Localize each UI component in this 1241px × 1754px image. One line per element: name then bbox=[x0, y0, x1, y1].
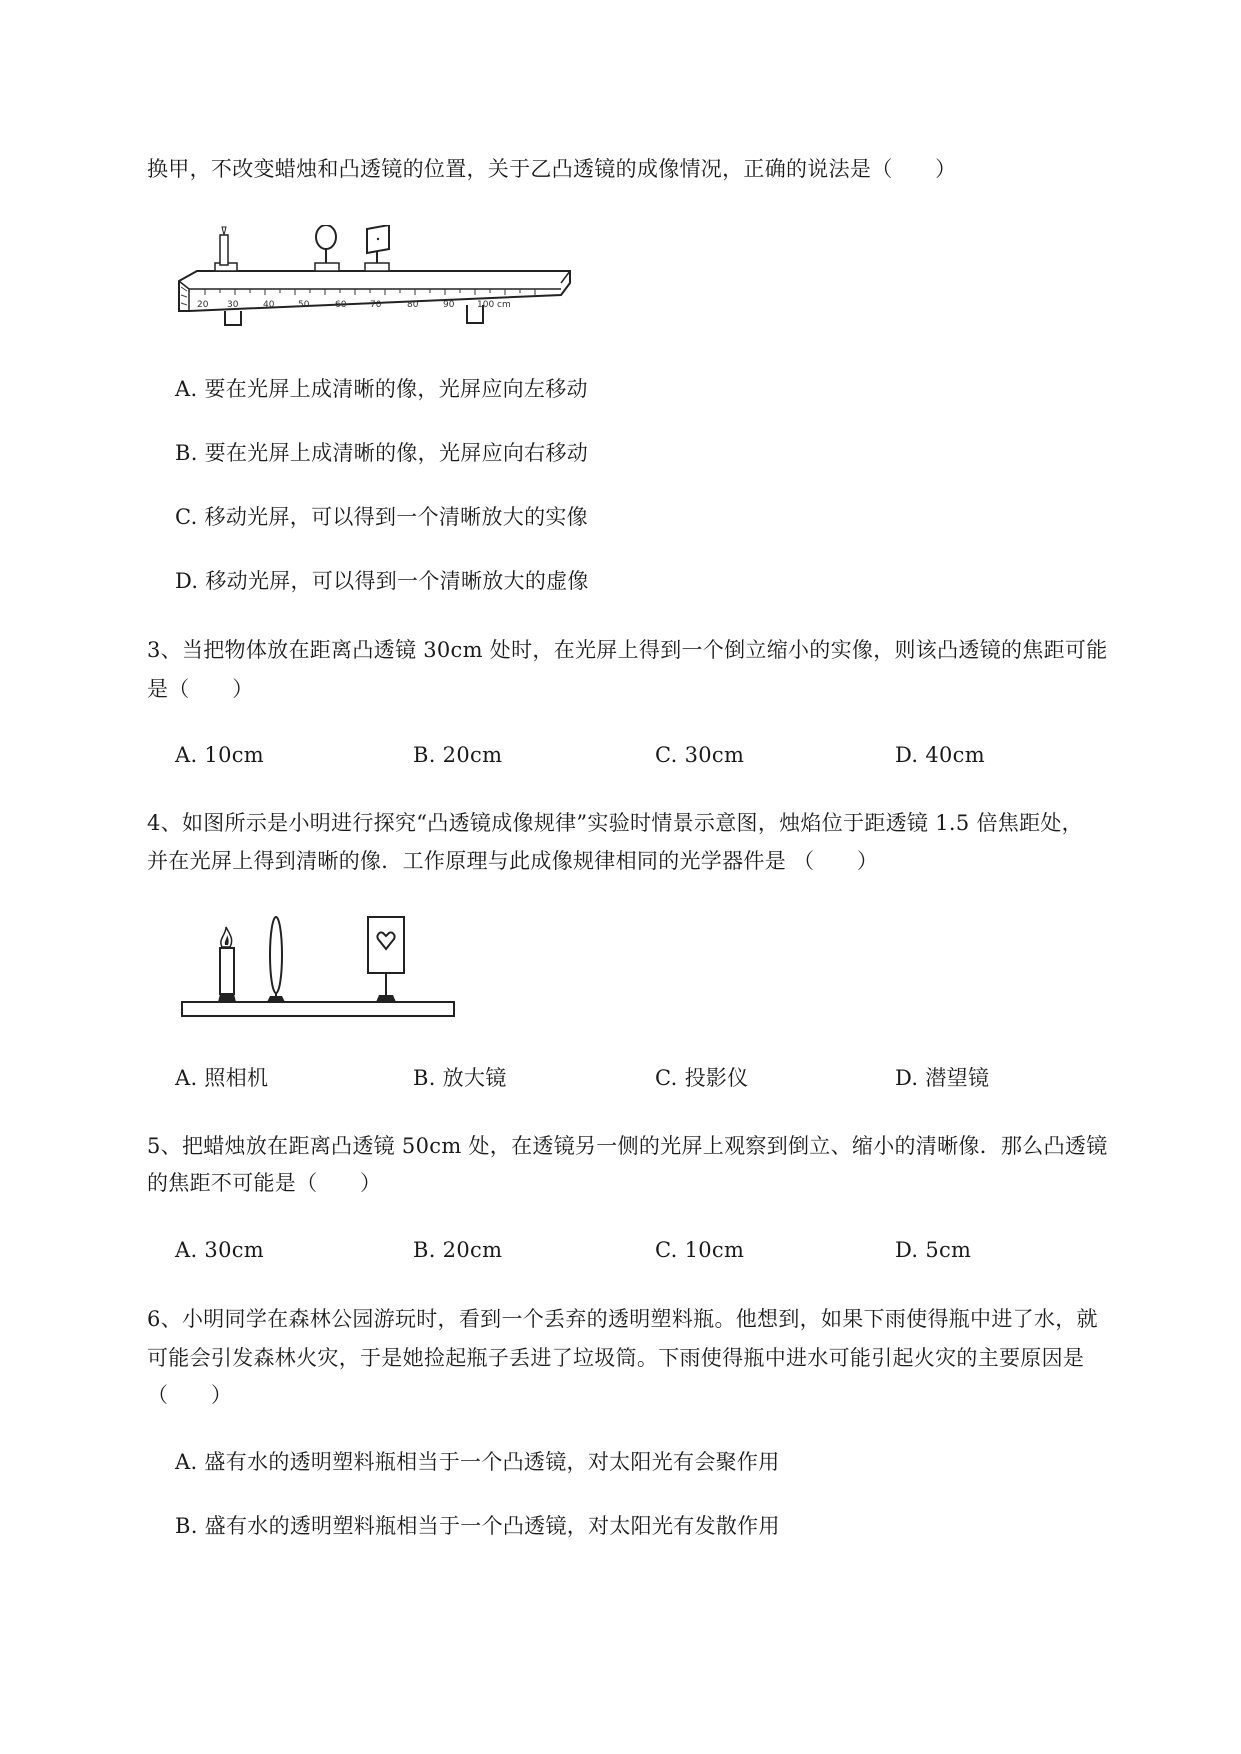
q3-option-a: A. 10cm bbox=[175, 743, 265, 767]
q5-option-c: C. 10cm bbox=[655, 1238, 745, 1262]
candle-icon bbox=[215, 227, 237, 271]
q6-stem-line2: 可能会引发森林火灾，于是她捡起瓶子丢进了垃圾筒。下雨使得瓶中进水可能引起火灾的主要原因是 bbox=[147, 1346, 1085, 1370]
q2-option-c: C. 移动光屏，可以得到一个清晰放大的实像 bbox=[175, 505, 588, 529]
q2-option-a: A. 要在光屏上成清晰的像，光屏应向左移动 bbox=[175, 377, 588, 401]
ruler-tick-label: 90 bbox=[443, 300, 455, 310]
q5-stem-line1: 5、把蜡烛放在距离凸透镜 50cm 处，在透镜另一侧的光屏上观察到倒立、缩小的清晰像．那么凸透镜 bbox=[147, 1134, 1108, 1158]
q3-stem-line1: 3、当把物体放在距离凸透镜 30cm 处时，在光屏上得到一个倒立缩小的实像，则该凸透镜的焦距可能 bbox=[147, 638, 1108, 662]
q2-option-b: B. 要在光屏上成清晰的像，光屏应向右移动 bbox=[175, 441, 589, 465]
optical-bench-ruler-figure bbox=[175, 225, 575, 335]
convex-lens-icon bbox=[267, 917, 285, 1002]
q5-option-b: B. 20cm bbox=[413, 1238, 503, 1262]
q3-option-b: B. 20cm bbox=[413, 743, 503, 767]
q4-option-b: B. 放大镜 bbox=[413, 1066, 507, 1090]
ruler-tick-label: 40 bbox=[263, 300, 275, 310]
q5-option-a: A. 30cm bbox=[175, 1238, 265, 1262]
q6-option-b: B. 盛有水的透明塑料瓶相当于一个凸透镜，对太阳光有发散作用 bbox=[175, 1514, 780, 1538]
q5-option-d: D. 5cm bbox=[895, 1238, 972, 1262]
q6-option-a: A. 盛有水的透明塑料瓶相当于一个凸透镜，对太阳光有会聚作用 bbox=[175, 1450, 780, 1474]
q2-stem: 换甲，不改变蜡烛和凸透镜的位置，关于乙凸透镜的成像情况，正确的说法是（ ） bbox=[147, 157, 957, 181]
candle-icon bbox=[218, 927, 236, 1002]
q3-stem-line2: 是（ ） bbox=[147, 677, 254, 701]
ruler-tick-label: 50 bbox=[298, 300, 310, 310]
q3-option-c: C. 30cm bbox=[655, 743, 745, 767]
ruler-tick-label: 20 bbox=[197, 300, 209, 310]
ruler-tick-label: cm bbox=[497, 300, 511, 310]
q6-stem-line3: （ ） bbox=[147, 1383, 233, 1407]
q4-stem-line1: 4、如图所示是小明进行探究“凸透镜成像规律”实验时情景示意图，烛焰位于距透镜 1.5 倍焦距处， bbox=[147, 811, 1083, 835]
q3-option-d: D. 40cm bbox=[895, 743, 985, 767]
ruler-tick-label: 60 bbox=[335, 300, 347, 310]
q4-option-a: A. 照相机 bbox=[175, 1066, 269, 1090]
ruler-tick-label: 100 bbox=[477, 300, 495, 310]
light-screen-icon bbox=[368, 917, 404, 1002]
q4-stem-line2: 并在光屏上得到清晰的像．工作原理与此成像规律相同的光学器件是 （ ） bbox=[147, 849, 879, 873]
q4-option-d: D. 潜望镜 bbox=[895, 1066, 990, 1090]
q6-stem-line1: 6、小明同学在森林公园游玩时，看到一个丢弃的透明塑料瓶。他想到，如果下雨使得瓶中进了水，就 bbox=[147, 1307, 1098, 1331]
ruler-tick-label: 70 bbox=[370, 300, 382, 310]
ruler-tick-label: 30 bbox=[227, 300, 239, 310]
q5-stem-line2: 的焦距不可能是（ ） bbox=[147, 1171, 382, 1195]
q4-option-c: C. 投影仪 bbox=[655, 1066, 749, 1090]
light-screen-icon bbox=[365, 225, 389, 271]
q2-option-d: D. 移动光屏，可以得到一个清晰放大的虚像 bbox=[175, 569, 589, 593]
ruler-tick-label: 80 bbox=[407, 300, 419, 310]
candle-lens-screen-figure bbox=[178, 915, 458, 1020]
convex-lens-icon bbox=[315, 225, 339, 271]
